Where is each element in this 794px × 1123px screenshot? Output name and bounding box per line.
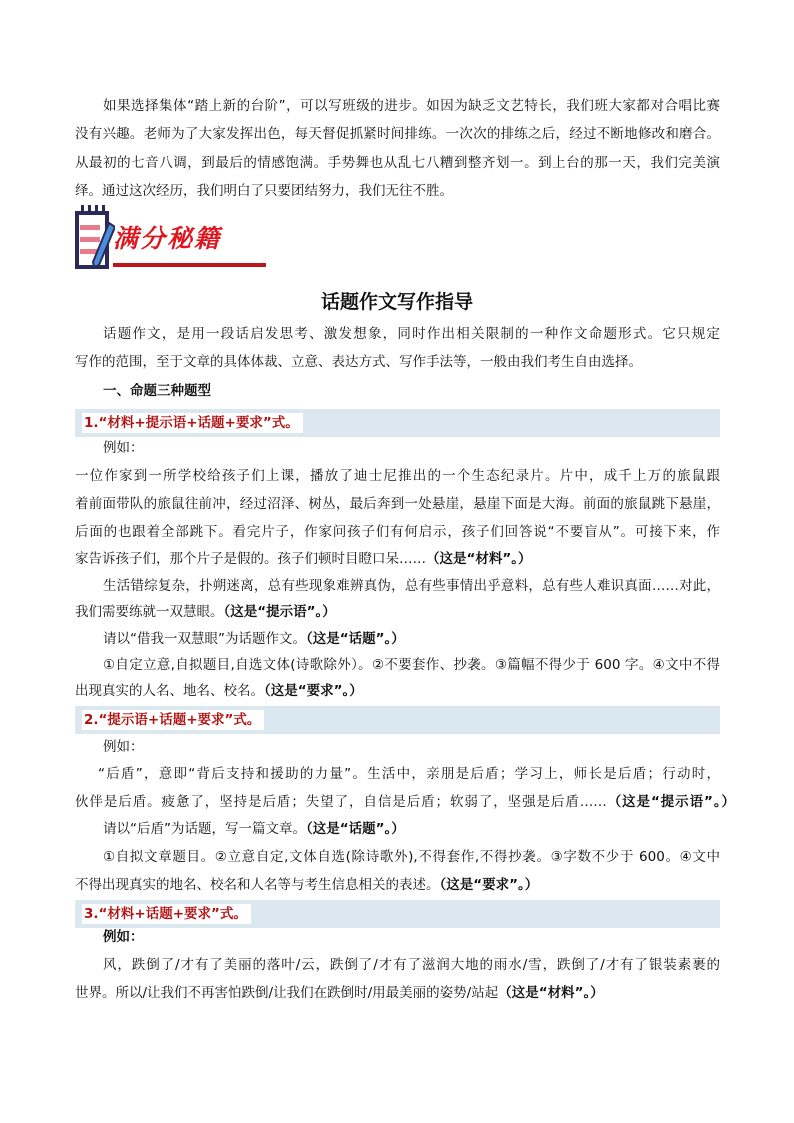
page-title: 话题作文写作指导 — [320, 291, 473, 313]
intro-line: 绎。通过这次经历，我们明白了只要团结努力，我们无往不胜。 — [75, 183, 453, 199]
text-line: 风，跌倒了/才有了美丽的落叶/云，跌倒了/才有了滋润大地的雨水/雪，跌倒了/才有了银装素裹的 — [103, 957, 720, 973]
example-label: 例如： — [103, 929, 144, 945]
annotation: （这是“提示语”。） — [606, 794, 735, 810]
type-heading-band — [75, 706, 720, 734]
text-line — [75, 983, 720, 1003]
definition-line: 写作的范围，至于文章的具体体裁、立意、表达方式、写作手法等，一般由我们考生自由选择。 — [75, 354, 642, 370]
annotation: （这是“要求”。） — [439, 877, 539, 893]
type-heading: 3.“材料+话题+要求”式。 — [82, 904, 251, 924]
text-line — [75, 875, 720, 895]
example-label: 例如： — [103, 440, 144, 456]
text: 请以“借我一双慧眼”为话题作文。 — [103, 631, 306, 647]
text-line — [103, 629, 720, 649]
notepad-pencil-icon — [75, 205, 115, 271]
text-line — [75, 602, 720, 622]
text: 伙伴是后盾。疲惫了，坚持是后盾；失望了，自信是后盾；软弱了，坚强是后盾…… — [75, 794, 607, 810]
text: 世界。所以/让我们不再害怕跌倒/让我们在跌倒时/用最美丽的姿势/站起 — [75, 985, 499, 1001]
text-line: “后盾”，意即“背后支持和援助的力量”。生活中，亲朋是后盾；学习上，师长是后盾；行动时， — [98, 766, 720, 782]
text-line — [75, 681, 720, 701]
text: 家告诉孩子们，那个片子是假的。孩子们顿时目瞪口呆…… — [75, 551, 426, 567]
logo — [75, 205, 270, 275]
text-line: 生活错综复杂，扑朔迷离，总有些现象难辨真伪，总有些事情出乎意料，总有些人难识真面……对此， — [103, 578, 720, 594]
annotation: （这是“材料”。） — [498, 985, 604, 1001]
annotation: （这是“话题”。） — [306, 821, 405, 837]
annotation: （这是“话题”。） — [306, 631, 405, 647]
annotation: （这是“提示语”。） — [223, 604, 336, 620]
intro-line: 如果选择集体“踏上新的台阶”，可以写班级的进步。如因为缺乏文艺特长，我们班大家都对合唱比赛 — [103, 98, 720, 114]
annotation: （这是“要求”。） — [264, 683, 363, 699]
definition-line: 话题作文，是用一段话启发思考、激发想象，同时作出相关限制的一种作文命题形式。它只规定 — [103, 326, 720, 342]
text-line — [75, 549, 720, 569]
section-heading: 一、命题三种题型 — [103, 383, 211, 399]
annotation: （这是“材料”。） — [426, 551, 532, 567]
example-label: 例如： — [103, 739, 144, 755]
logo-text: 满分秘籍 — [113, 224, 222, 253]
text-line: 一位作家到一所学校给孩子们上课，播放了迪士尼推出的一个生态纪录片。片中，成千上万的旅鼠跟 — [75, 468, 720, 484]
text-line: ①自拟文章题目。②立意自定,文体自选(除诗歌外),不得套作,不得抄袭。③字数不少于 600。④文中 — [103, 849, 720, 865]
logo-underline — [113, 263, 266, 267]
type-heading-band — [75, 900, 720, 928]
text-line: 着前面带队的旅鼠往前冲，经过沼泽、树丛，最后奔到一处悬崖，悬崖下面是大海。前面的旅鼠跳下悬崖， — [75, 496, 720, 512]
intro-line: 没有兴趣。老师为了大家发挥出色，每天督促抓紧时间排练。一次次的排练之后，经过不断地修改和磨合。 — [75, 126, 720, 142]
text: 我们需要练就一双慧眼。 — [75, 604, 224, 620]
text-line: 后面的也跟着全部跳下。看完片子，作家问孩子们有何启示，孩子们回答说“不要盲从”。可接下来，作 — [75, 524, 720, 540]
intro-line: 从最初的七音八调，到最后的情感饱满。手势舞也从乱七八糟到整齐划一。到上台的那一天，我们完美演 — [75, 155, 720, 171]
text-line — [75, 792, 735, 812]
text-line: ①自定立意,自拟题目,自选文体(诗歌除外）。②不要套作、抄袭。③篇幅不得少于 600 字。④文中不得 — [103, 657, 720, 673]
type-heading: 1.“材料+提示语+话题+要求”式。 — [82, 413, 303, 433]
text: 不得出现真实的地名、校名和人名等与考生信息相关的表述。 — [75, 877, 440, 893]
text-line — [103, 819, 720, 839]
type-heading-band — [75, 409, 720, 437]
type-heading: 2.“提示语+话题+要求”式。 — [82, 710, 264, 730]
text: 请以“后盾”为话题，写一篇文章。 — [103, 821, 306, 837]
text: 出现真实的人名、地名、校名。 — [75, 683, 264, 699]
